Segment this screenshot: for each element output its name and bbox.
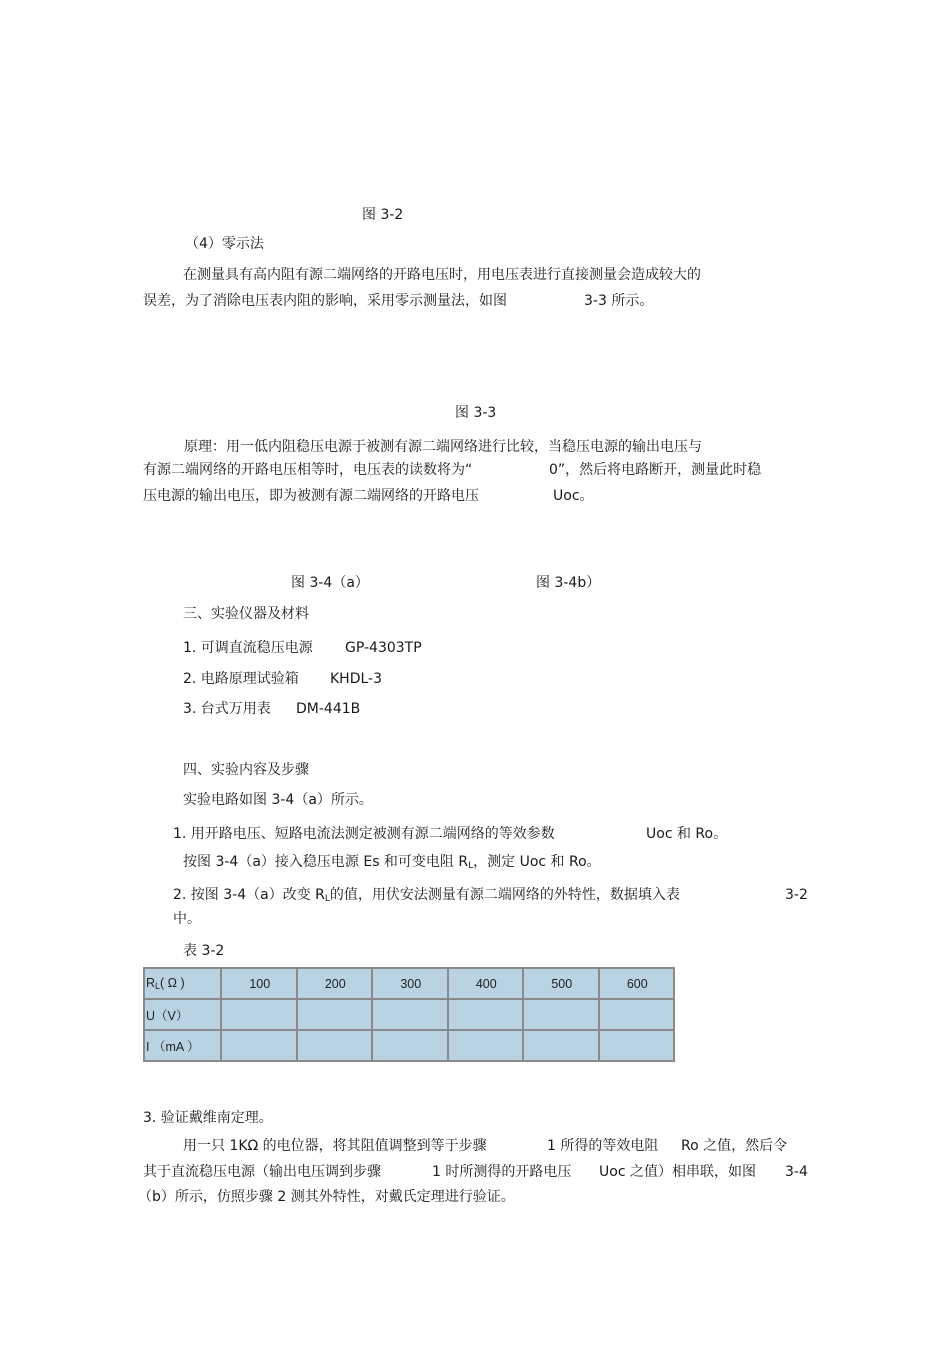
paragraph-line: 原理：用一低内阻稳压电源于被测有源二端网络进行比较，当稳压电源的输出电压与 xyxy=(184,439,702,455)
figure-caption-3-3: 图 3-3 xyxy=(455,405,497,421)
section-heading-instruments: 三、实验仪器及材料 xyxy=(183,606,309,622)
table-header-cell: 500 xyxy=(523,968,599,999)
section-heading-procedure: 四、实验内容及步骤 xyxy=(183,762,309,778)
section-heading-zero-method: （4）零示法 xyxy=(185,236,264,252)
table-cell xyxy=(523,999,599,1030)
step-3-line: Ro 之值，然后令 xyxy=(681,1138,788,1154)
table-header-rl: $R_L$( Ω ) xyxy=(144,968,221,999)
data-table-3-2 xyxy=(143,967,675,1062)
step-3-line: 1 所得的等效电阻 xyxy=(547,1138,659,1154)
step-3: 3. 验证戴维南定理。 xyxy=(143,1110,273,1126)
step-2-table-ref: 3-2 xyxy=(785,887,808,903)
step-3-line: 3-4 xyxy=(785,1164,808,1180)
step-3-line: 用一只 1KΩ 的电位器，将其阻值调整到等于步骤 xyxy=(183,1138,487,1154)
paragraph-line: 有源二端网络的开路电压相等时，电压表的读数将为“ xyxy=(143,462,473,478)
paragraph-line: 误差，为了消除电压表内阻的影响，采用零示测量法，如图 xyxy=(143,293,507,309)
table-cell xyxy=(297,1030,373,1061)
table-caption: 表 3-2 xyxy=(183,943,225,959)
step-1: 1. 用开路电压、短路电流法测定被测有源二端网络的等效参数 xyxy=(173,826,555,842)
table-cell xyxy=(372,1030,448,1061)
table-row-label-i: I （mA ） xyxy=(144,1030,221,1061)
table-header-cell: 300 xyxy=(372,968,448,999)
instrument-item-label: 1. 可调直流稳压电源 xyxy=(183,640,313,656)
step-2: 2. 按图 3-4（a）改变 $R_L$的值，用伏安法测量有源二端网络的外特性，数据填入表 xyxy=(173,887,680,904)
table-row-label-u: U（V） xyxy=(144,999,221,1030)
table-cell xyxy=(448,999,524,1030)
step-2-cont: 中。 xyxy=(173,911,201,927)
table-row-header xyxy=(144,968,674,999)
paragraph-line: 实验电路如图 3-4（a）所示。 xyxy=(183,792,373,808)
paragraph-line: Uoc。 xyxy=(553,488,594,504)
figure-caption-3-2: 图 3-2 xyxy=(362,207,404,223)
instrument-item-label: 2. 电路原理试验箱 xyxy=(183,671,299,687)
table-cell xyxy=(372,999,448,1030)
table-cell xyxy=(448,1030,524,1061)
step-3-line: （b）所示，仿照步骤 2 测其外特性，对戴氏定理进行验证。 xyxy=(138,1189,515,1205)
table-cell xyxy=(599,999,675,1030)
table-header-cell: 600 xyxy=(599,968,675,999)
paragraph-line: 0”，然后将电路断开，测量此时稳 xyxy=(549,462,762,478)
table-header-cell: 100 xyxy=(221,968,297,999)
table-cell xyxy=(523,1030,599,1061)
step-3-line: 其于直流稳压电源（输出电压调到步骤 xyxy=(143,1164,381,1180)
step-1-detail: 按图 3-4（a）接入稳压电源 Es 和可变电阻 $R_L$，测定 Uoc 和 Ro。 xyxy=(183,854,601,871)
figure-caption-3-4a: 图 3-4（a） xyxy=(291,575,369,591)
table-cell xyxy=(221,999,297,1030)
table-cell xyxy=(297,999,373,1030)
figure-caption-3-4b: 图 3-4b） xyxy=(536,575,601,591)
step-3-line: Uoc 之值）相串联，如图 xyxy=(599,1164,756,1180)
table-header-cell: 400 xyxy=(448,968,524,999)
paragraph-line: 压电源的输出电压，即为被测有源二端网络的开路电压 xyxy=(143,488,479,504)
step-1-params: Uoc 和 Ro。 xyxy=(646,826,728,842)
instrument-item-model: KHDL-3 xyxy=(330,671,383,687)
instrument-item-model: GP-4303TP xyxy=(345,640,422,656)
step-3-line: 1 时所测得的开路电压 xyxy=(432,1164,572,1180)
instrument-item-label: 3. 台式万用表 xyxy=(183,701,271,717)
table-row-current xyxy=(144,1030,674,1061)
instrument-item-model: DM-441B xyxy=(296,701,361,717)
paragraph-line: 在测量具有高内阻有源二端网络的开路电压时，用电压表进行直接测量会造成较大的 xyxy=(183,267,701,283)
table-cell xyxy=(221,1030,297,1061)
table-header-cell: 200 xyxy=(297,968,373,999)
table-row-voltage xyxy=(144,999,674,1030)
table-cell xyxy=(599,1030,675,1061)
paragraph-line: 3-3 所示。 xyxy=(584,293,654,309)
